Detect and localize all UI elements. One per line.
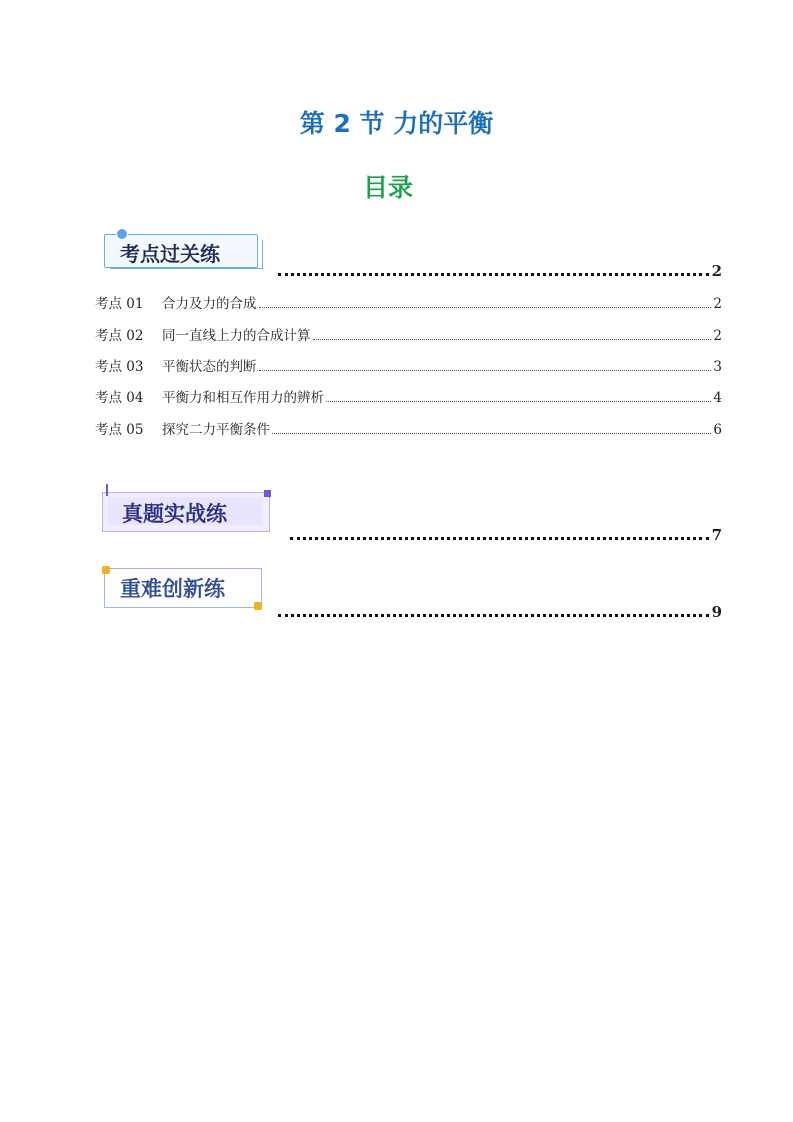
toc-row[interactable] <box>95 418 722 438</box>
section-page-number: 7 <box>711 526 722 544</box>
section-badge-zhenti <box>102 484 272 534</box>
section-label: 重难创新练 <box>120 577 225 601</box>
section-lead-line[interactable] <box>290 528 722 543</box>
toc-text: 合力及力的合成 <box>162 296 257 312</box>
section-lead-line[interactable] <box>278 605 722 620</box>
toc-text: 平衡状态的判断 <box>162 359 257 375</box>
toc-code: 考点 05 <box>95 422 144 438</box>
toc-text: 探究二力平衡条件 <box>162 422 270 438</box>
toc-heading: 目录 <box>362 173 413 202</box>
badge-square-icon <box>264 490 271 497</box>
toc-page: 3 <box>713 359 722 375</box>
toc-text: 同一直线上力的合成计算 <box>162 328 311 344</box>
toc-row[interactable] <box>95 324 722 344</box>
dot-leader <box>326 400 711 402</box>
toc-code: 考点 03 <box>95 359 144 375</box>
section-label: 真题实战练 <box>122 502 227 526</box>
dot-leader <box>259 306 712 308</box>
section-lead-line[interactable] <box>278 264 722 279</box>
toc-page: 2 <box>713 328 722 344</box>
page-title: 第 2 节 力的平衡 <box>299 109 494 138</box>
toc-code: 考点 04 <box>95 390 144 406</box>
toc-page: 4 <box>713 390 722 406</box>
section-label: 考点过关练 <box>120 242 220 266</box>
dot-leader <box>272 432 711 434</box>
toc-page: 2 <box>713 296 722 312</box>
section-page-number: 2 <box>711 262 722 280</box>
dot-leader <box>259 369 712 371</box>
toc-text: 平衡力和相互作用力的辨析 <box>162 390 324 406</box>
badge-corner-icon <box>102 566 110 574</box>
toc-row[interactable] <box>95 292 722 312</box>
toc-row[interactable] <box>95 355 722 375</box>
badge-tick-icon <box>106 484 108 496</box>
section-badge-kaodian <box>104 228 262 270</box>
dot-leader <box>278 613 709 617</box>
section-badge-zhongnan <box>104 564 264 610</box>
toc-page: 6 <box>713 422 722 438</box>
dot-leader <box>278 272 709 276</box>
dot-leader <box>290 536 709 540</box>
toc-code: 考点 02 <box>95 328 144 344</box>
toc-code: 考点 01 <box>95 296 144 312</box>
section-page-number: 9 <box>711 603 722 621</box>
dot-leader <box>313 338 712 340</box>
toc-row[interactable] <box>95 386 722 406</box>
badge-corner-icon <box>254 602 262 610</box>
